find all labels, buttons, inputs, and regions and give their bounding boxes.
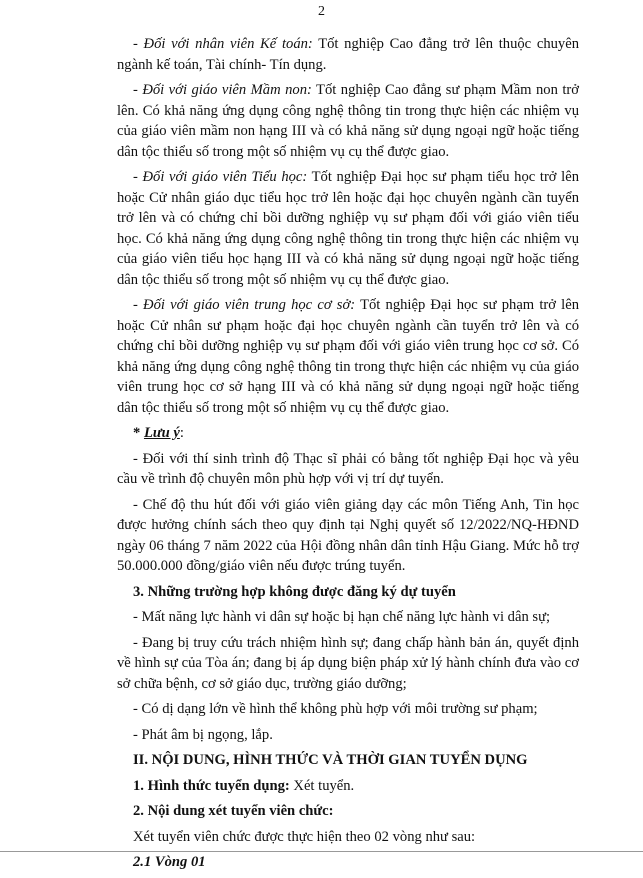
page-number: 2 [318, 4, 325, 19]
ke-toan-label: - Đối với nhân viên Kế toán: [133, 36, 313, 52]
section-3-item-1: - Mất năng lực hành vi dân sự hoặc bị hạn chế năng lực hành vi dân sự; [133, 609, 551, 625]
tieu-hoc-label: - Đối với giáo viên Tiểu học: [133, 169, 308, 185]
thcs-label: - Đối với giáo viên trung học cơ sở: [133, 297, 356, 313]
section-3-item-2: - Đang bị truy cứu trách nhiệm hình sự; đang chấp hành bản án, quyết định về hình sự của Tòa án; đang bị áp dụng biện pháp xử lý hành chính đưa vào cơ sở chữa bệnh, cơ sở giáo dục, trường giáo dưỡng; [117, 634, 579, 692]
page-bottom-rule [0, 851, 643, 852]
luu-y-label: Lưu ý [143, 425, 180, 441]
tieu-hoc-text: Tốt nghiệp Đại học sư phạm tiểu học trở lên hoặc Cử nhân giáo dục tiểu học trở lên hoặc đại học chuyên ngành cần tuyển trở lên và có chứng chỉ bồi dưỡng nghiệp vụ sư phạm đối với giáo viên tiểu học. Có khả năng ứng dụng công nghệ thông tin trong thực hiện các nhiệm vụ của giáo viên tiểu học hạng III và có khả năng sử dụng ngoại ngữ hoặc tiếng dân tộc thiểu số trong một số nhiệm vụ cụ thể được giao. [117, 169, 579, 288]
luu-y-colon: : [179, 425, 184, 441]
luu-y-star: * [133, 425, 144, 441]
luu-y-item-2: - Chế độ thu hút đối với giáo viên giảng dạy các môn Tiếng Anh, Tin học được hưởng chính sách theo quy định tại Nghị quyết số 12/2022/NQ-HĐND ngày 06 tháng 7 năm 2022 của Hội đồng nhân dân tỉnh Hậu Giang. Mức hỗ trợ 50.000.000 đồng/giáo viên nếu được trúng tuyển. [117, 496, 579, 574]
mam-non-label: - Đối với giáo viên Mầm non: [133, 82, 312, 98]
luu-y-item-1: - Đối với thí sinh trình độ Thạc sĩ phải có bằng tốt nghiệp Đại học và yêu cầu về trình độ chuyên môn phù hợp với vị trí dự tuyển. [117, 450, 579, 487]
section-ii-heading: II. NỘI DUNG, HÌNH THỨC VÀ THỜI GIAN TUYỂN DỤNG [133, 752, 528, 768]
section-3-item-3: - Có dị dạng lớn về hình thể không phù hợp với môi trường sư phạm; [133, 701, 538, 717]
subsection-2-1-heading: 2.1 Vòng 01 [133, 854, 206, 870]
paragraph-mam-non [117, 80, 579, 162]
mam-non-text: Tốt nghiệp Cao đẳng sư phạm Mầm non trở lên. Có khả năng ứng dụng công nghệ thông tin trong thực hiện các nhiệm vụ của giáo viên mầm non hạng III và có khả năng sử dụng ngoại ngữ hoặc tiếng dân tộc thiểu số trong một số nhiệm vụ cụ thể được giao. [117, 82, 579, 160]
subsection-2-text: Xét tuyển viên chức được thực hiện theo 02 vòng như sau: [133, 828, 476, 845]
thcs-text: Tốt nghiệp Đại học sư phạm trở lên hoặc Cử nhân sư phạm hoặc đại học chuyên ngành cần tuyển trở lên và có chứng chỉ bồi dưỡng nghiệp vụ sư phạm đối với giáo viên trung học cơ sở. Có khả năng ứng dụng công nghệ thông tin trong thực hiện các nhiệm vụ của giáo viên trung học cơ sở hạng III và có khả năng sử dụng ngoại ngữ hoặc tiếng dân tộc thiểu số trong một số nhiệm vụ cụ thể được giao. [117, 297, 579, 416]
document-body [117, 34, 579, 878]
section-3-item-4: - Phát âm bị ngọng, lắp. [133, 726, 273, 743]
paragraph-tieu-hoc [117, 167, 579, 290]
subsection-1 [117, 776, 579, 797]
subsection-1-value: Xét tuyển. [289, 777, 355, 794]
paragraph-thcs [117, 295, 579, 418]
ke-toan-text: Tốt nghiệp Cao đẳng trở lên thuộc chuyên ngành kế toán, Tài chính- Tín dụng. [117, 36, 579, 73]
subsection-1-label: 1. Hình thức tuyển dụng: [133, 777, 290, 794]
paragraph-ke-toan [117, 34, 579, 75]
section-3-heading: 3. Những trường hợp không được đăng ký dự tuyển [133, 583, 456, 600]
subsection-2-heading: 2. Nội dung xét tuyển viên chức: [133, 803, 334, 819]
luu-y-heading [117, 423, 579, 444]
